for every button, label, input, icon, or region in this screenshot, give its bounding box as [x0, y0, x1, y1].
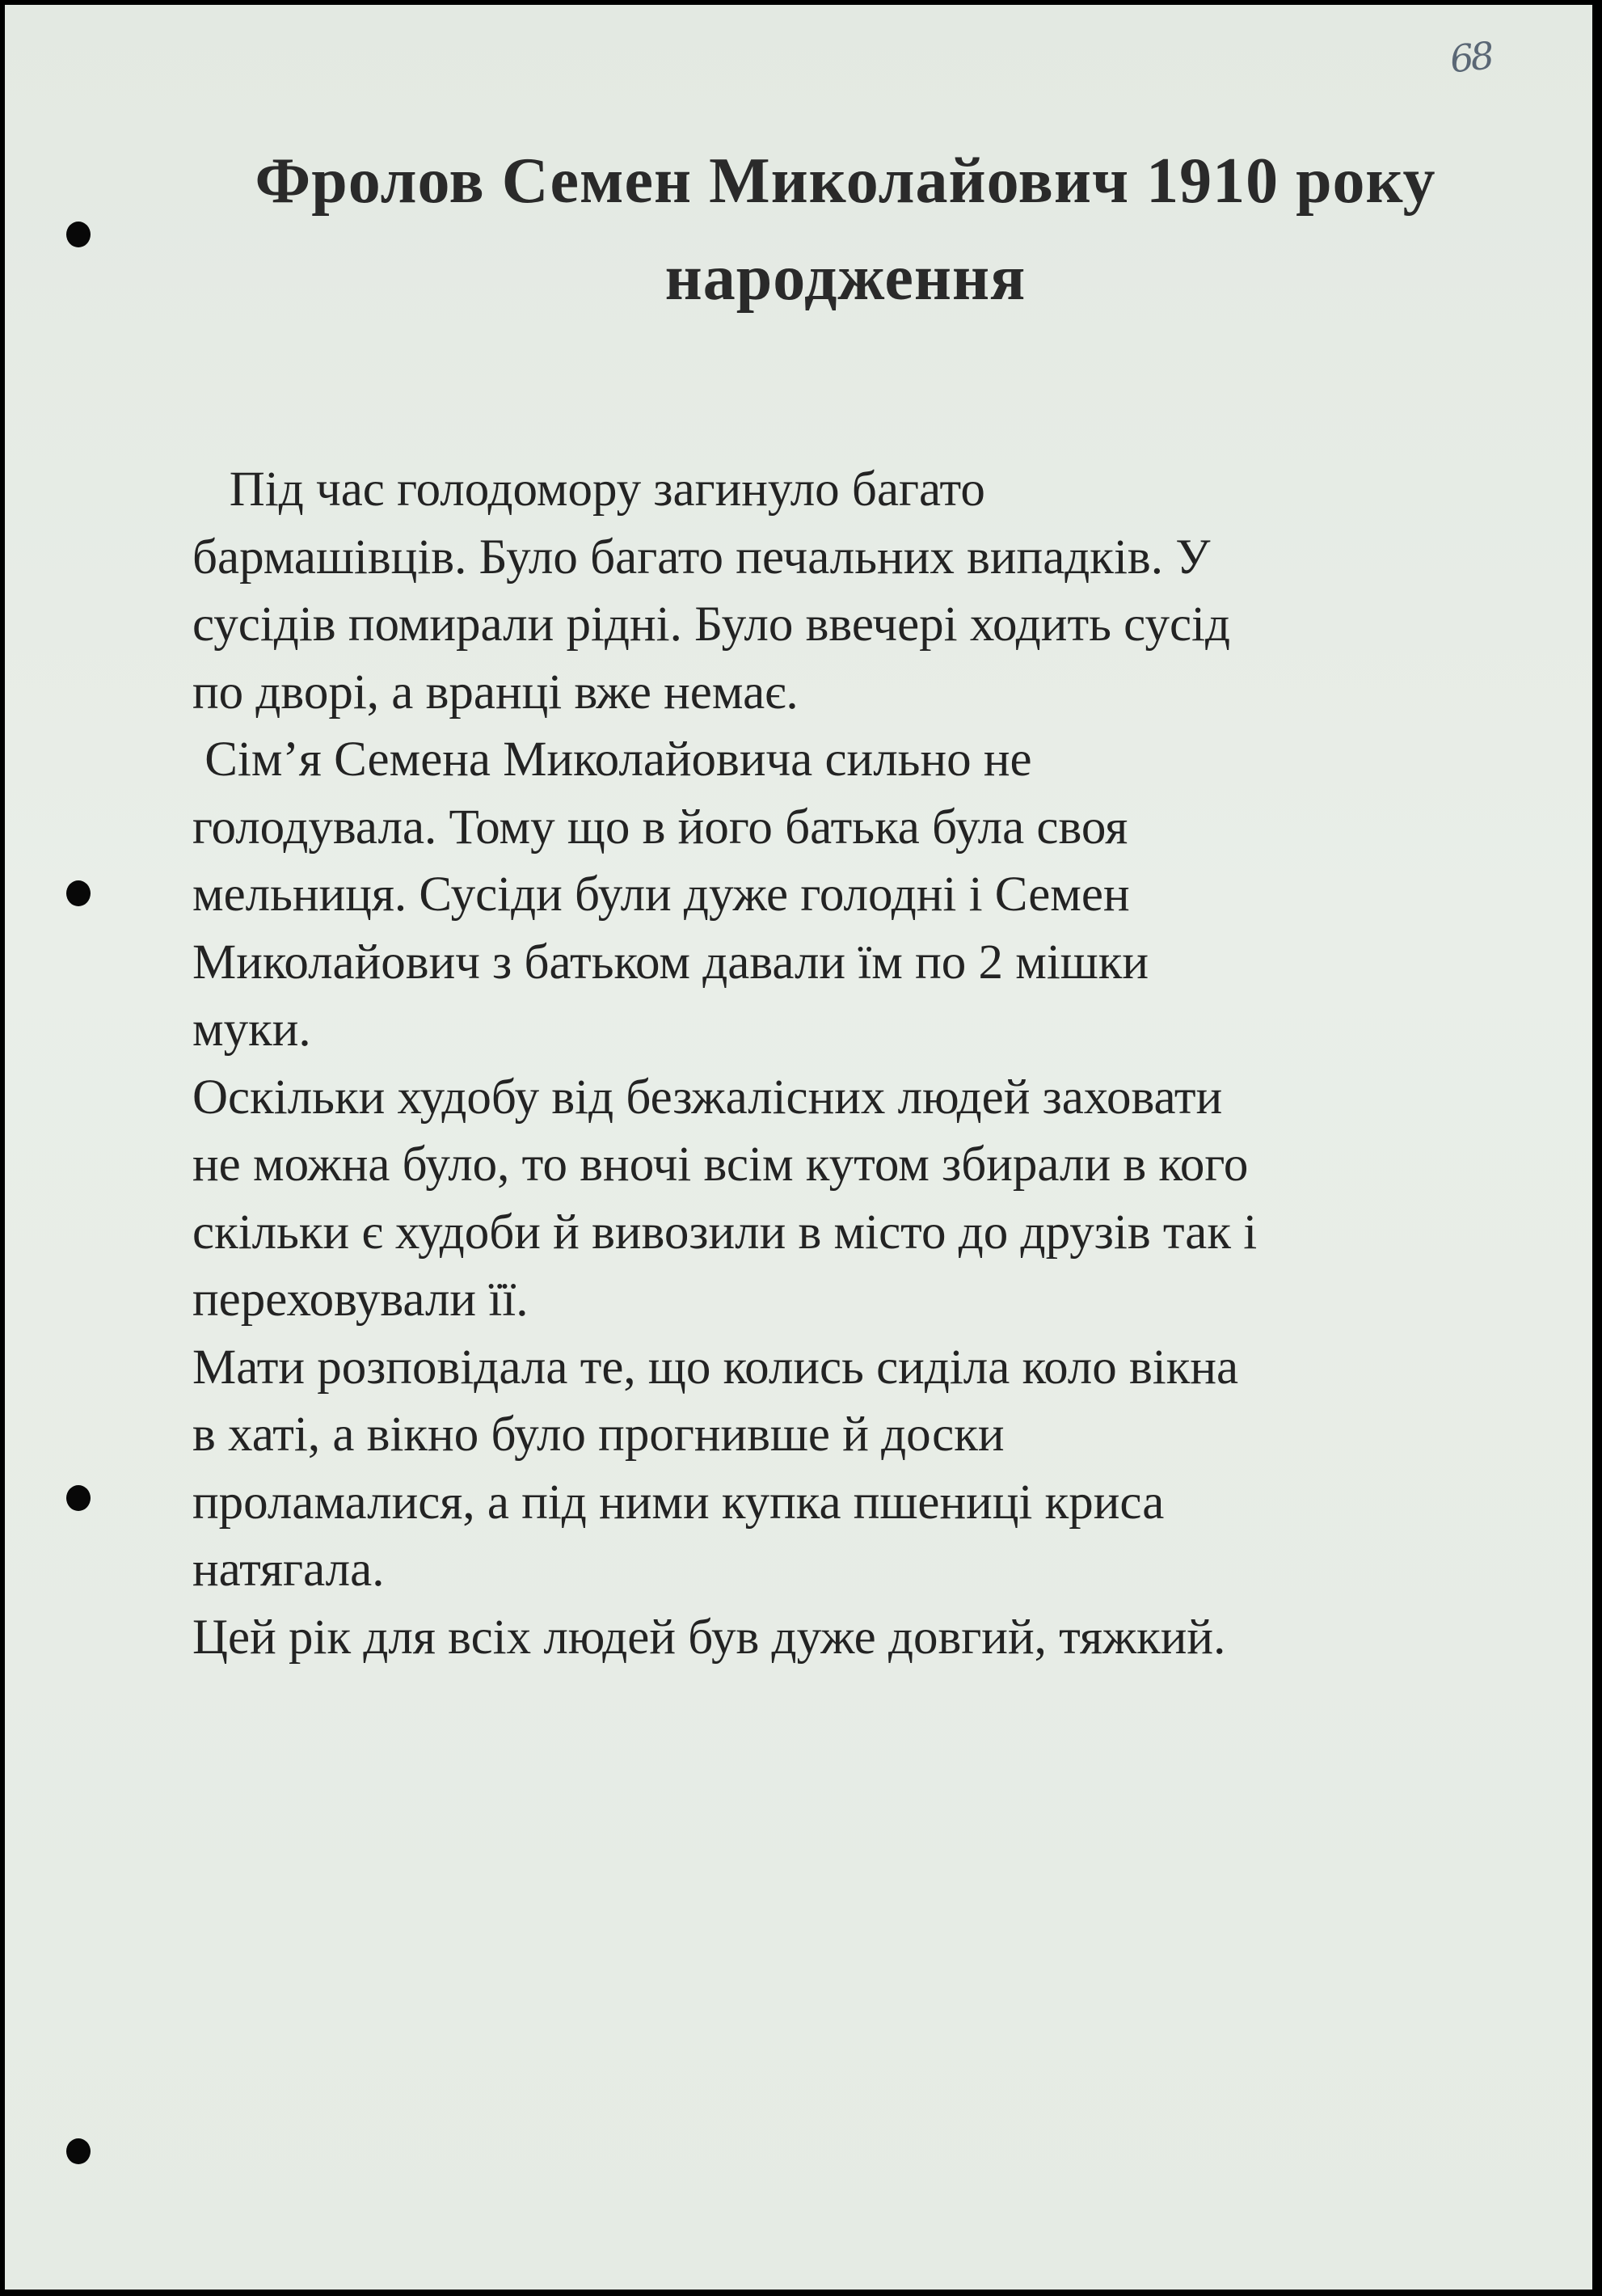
text-line: Цей рік для всіх людей був дуже довгий, тяжкий.: [192, 1610, 1226, 1665]
paragraph-2: [192, 726, 1518, 1064]
text-line: Мати розповідала те, що колись сиділа коло вікна: [192, 1340, 1239, 1395]
text-line: голодувала. Тому що в його батька була своя: [192, 800, 1128, 855]
text-line: бармашівців. Було багато печальних випадків. У: [192, 530, 1211, 585]
text-line: Миколайович з батьком давали їм по 2 мішки: [192, 935, 1149, 990]
text-line: не можна було, то вночі всім кутом збирали в кого: [192, 1137, 1249, 1192]
text-line: в хаті, а вікно було прогнивше й доски: [192, 1408, 1005, 1462]
paragraph-4: [192, 1334, 1518, 1604]
title-line-2: народження: [664, 243, 1027, 314]
title-line-1: Фролов Семен Миколайович 1910 року: [255, 146, 1436, 217]
text-line: скільки є худоби й вивозили в місто до друзів так і: [192, 1205, 1258, 1260]
text-line: Сім’я Семена Миколайовича сильно не: [192, 732, 1032, 787]
text-line: сусідів помирали рідні. Було ввечері ходить сусід: [192, 597, 1231, 652]
paragraph-3: [192, 1064, 1518, 1334]
document-title: [183, 133, 1508, 327]
punch-hole: [66, 2138, 91, 2164]
text-line: проламалися, а під ними купка пшениці криса: [192, 1475, 1165, 1530]
text-line: Під час голодомору загинуло багато: [192, 462, 985, 517]
document-body: [192, 456, 1518, 1671]
punch-hole: [66, 880, 91, 906]
text-line: мельниця. Сусіди були дуже голодні і Семен: [192, 867, 1130, 922]
text-line: переховували її.: [192, 1273, 529, 1327]
document-page: [5, 5, 1592, 2290]
paragraph-1: [192, 456, 1518, 726]
paragraph-5: [192, 1604, 1518, 1672]
punch-hole: [66, 222, 91, 247]
punch-hole: [66, 1485, 91, 1511]
text-line: муки.: [192, 1002, 311, 1057]
text-line: по дворі, а вранці вже немає.: [192, 665, 799, 720]
text-line: натягала.: [192, 1543, 385, 1597]
handwritten-page-number: 68: [1448, 33, 1494, 82]
text-line: Оскільки худобу від безжалісних людей заховати: [192, 1070, 1223, 1125]
